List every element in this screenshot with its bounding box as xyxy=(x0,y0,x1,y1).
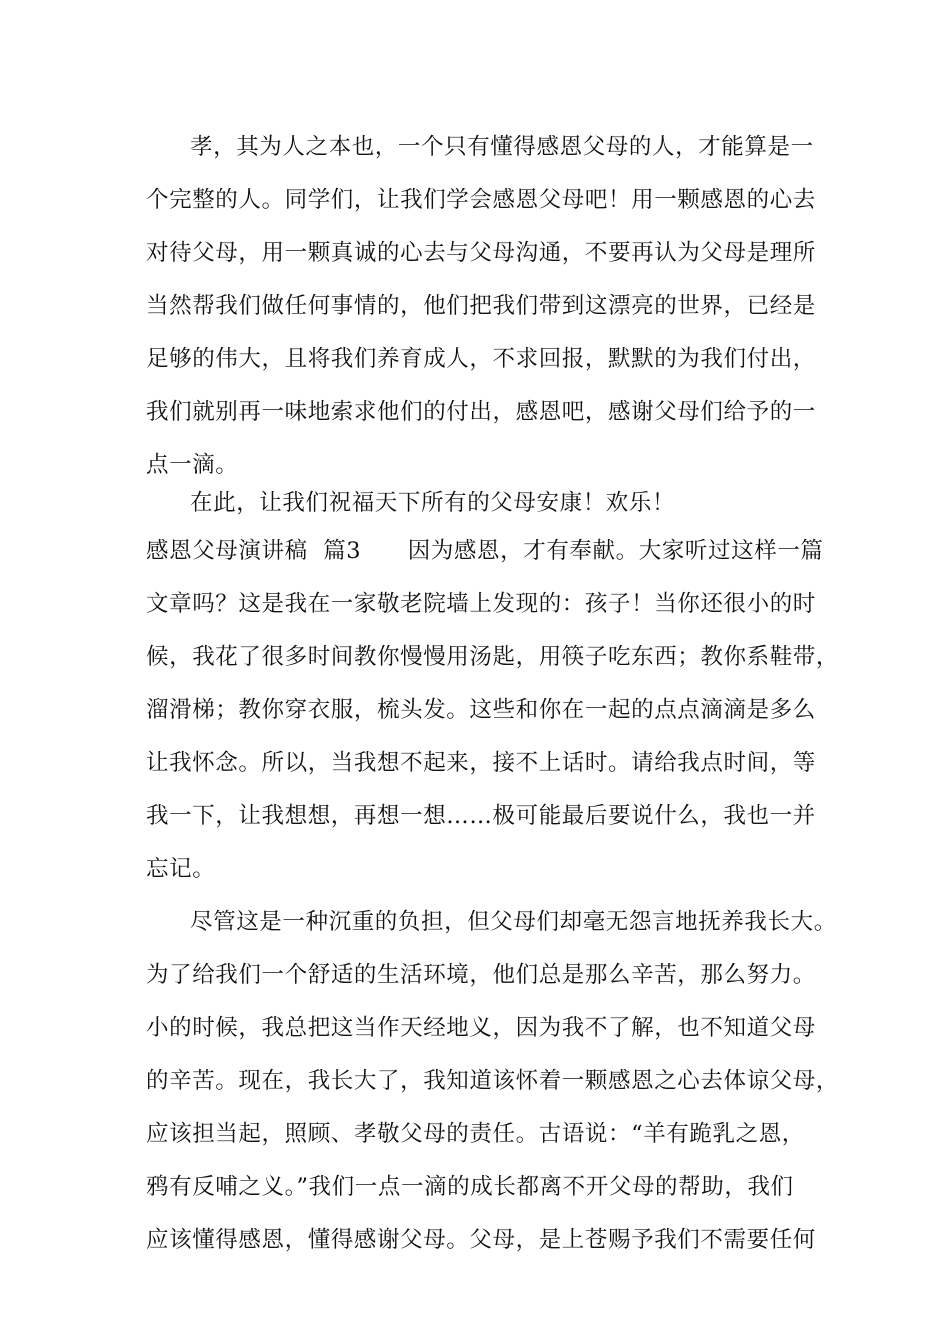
text-line: 鸦有反哺之义。”我们一点一滴的成长都离不开父母的帮助，我们 xyxy=(146,1174,794,1200)
text-line: 当然帮我们做任何事情的，他们把我们带到这漂亮的世界，已经是 xyxy=(146,293,816,319)
text-line: 让我怀念。所以，当我想不起来，接不上话时。请给我点时间，等 xyxy=(146,750,816,776)
text-line: 在此，让我们祝福天下所有的父母安康！欢乐！ xyxy=(190,490,676,516)
text-line: 尽管这是一种沉重的负担，但父母们却毫无怨言地抚养我长大。 xyxy=(190,909,837,935)
text-line: 的辛苦。现在，我长大了，我知道该怀着一颗感恩之心去体谅父母， xyxy=(146,1068,840,1094)
text-line: 我们就别再一味地索求他们的付出，感恩吧，感谢父母们给予的一 xyxy=(146,399,816,425)
text-line: 候，我花了很多时间教你慢慢用汤匙，用筷子吃东西；教你系鞋带， xyxy=(146,644,840,670)
text-line: 忘记。 xyxy=(146,856,216,882)
text-line: 点一滴。 xyxy=(146,452,239,478)
text-line: 个完整的人。同学们，让我们学会感恩父母吧！用一颗感恩的心去 xyxy=(146,187,816,213)
text-line: 应该担当起，照顾、孝敬父母的责任。古语说：“羊有跪乳之恩， xyxy=(146,1121,805,1147)
text-line: 应该懂得感恩，懂得感谢父母。父母，是上苍赐予我们不需要任何 xyxy=(146,1227,816,1253)
text-line: 小的时候，我总把这当作天经地义，因为我不了解，也不知道父母 xyxy=(146,1015,816,1041)
text-line: 为了给我们一个舒适的生活环境，他们总是那么辛苦，那么努力。 xyxy=(146,962,816,988)
text-line: 足够的伟大，且将我们养育成人，不求回报，默默的为我们付出， xyxy=(146,346,816,372)
text-line: 我一下，让我想想，再想一想……极可能最后要说什么，我也一并 xyxy=(146,803,816,829)
text-line: 溜滑梯；教你穿衣服，梳头发。这些和你在一起的点点滴滴是多么 xyxy=(146,697,816,723)
text-line: 孝，其为人之本也，一个只有懂得感恩父母的人，才能算是一 xyxy=(190,134,814,160)
section-heading-line: 感恩父母演讲稿 篇3 因为感恩，才有奉献。大家听过这样一篇 xyxy=(146,538,824,564)
text-line: 对待父母，用一颗真诚的心去与父母沟通，不要再认为父母是理所 xyxy=(146,240,816,266)
text-line: 文章吗？这是我在一家敬老院墙上发现的：孩子！当你还很小的时 xyxy=(146,591,816,617)
